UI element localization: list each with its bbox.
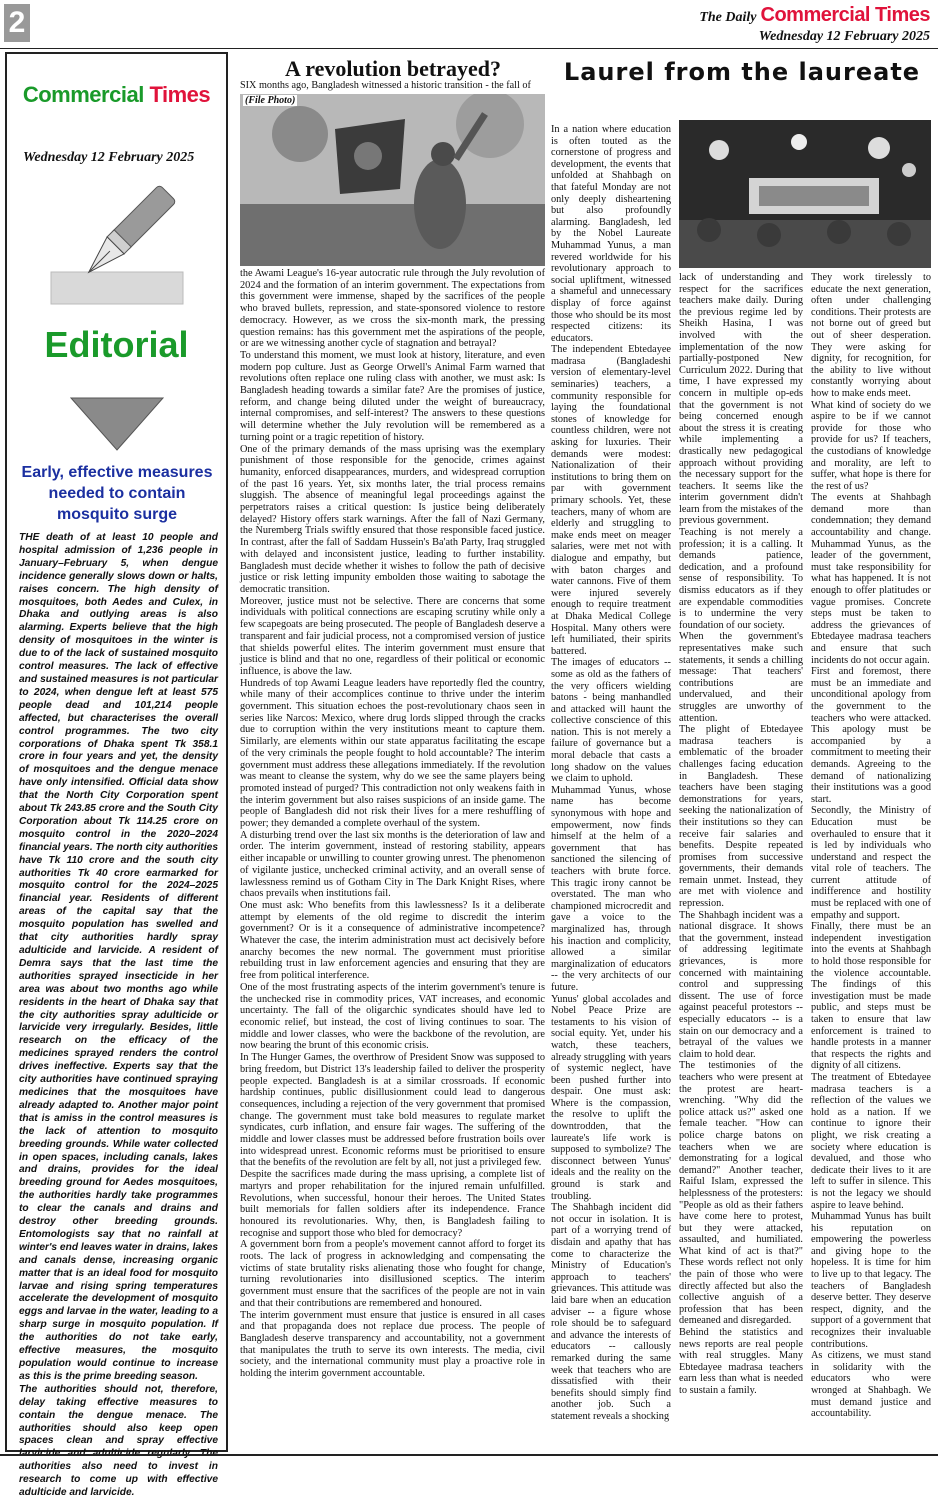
logo-word-2: Times	[149, 82, 211, 107]
article1-headline: A revolution betrayed?	[285, 56, 501, 81]
editorial-body: THE death of at least 10 people and hospital admission of 1,236 people in January–February 5, when dengue incidence generally slows down or halts, raises concern. The high density of mosquitoes, both Aedes and Culex, in Dhaka and outlying areas is also alarming. Experts believe that the high density of mosquitoes in the winter is due to of the lack of sustained mosquito control measures. The lack of effective and sustained measures is not particular to 2024, when dengue left at least 575 people dead and 101,214 people affected, but characterises the overall control programmes. The two city corporations of Dhaka spent Tk 358.1 crore in four years and yet, the density of mosquitoes and the dengue menace have only intensified. Official data show that the North City Corporation spent about Tk 243.85 crore and the South City Corporation about Tk 114.25 crore on mosquito control in the 2020–2024 financial years. The north city authorities have Tk 110 crore and the south city authorities Tk 40 crore earmarked for mosquito control for the 2024–2025 financial year. Residents of different areas of the capital say that the mosquito population has swelled and that city authorities hardly spray adulticide and larvicide. A resident of Demra says that the last time the authorities sprayed insecticide in her area was about two months ago while residents in the heart of Dhaka say that the city authorities spray adulticide or larvicide very irregularly. Besides, little research on the efficacy of the medicines sprayed renders the control drives ineffective. Experts say that the city authorities have continued spraying medicines that the mosquitoes have already adapted to. Another major point that is amiss in the control measures is the lack of attention to mosquito breeding grounds. While water collected in open spaces, including canals, lakes and drains, provides for the ideal breeding ground for Aedes mosquitoes, the authorities hardly take programmes to clear the canals and drains and destroy other breeding grounds. Entomologists say that no rainfall at winter's end leaves water in drains, lakes and canals dense, increasing organic matter that is an ideal food for mosquito larvae and rising spring temperatures accelerate the development of mosquito eggs and larvae in the water, leading to a sharp surge in mosquito population. If the authorities do not take early, effective measures, the mosquito population would continue to increase as this is the prime breeding season. The authorities should not, therefore, delay taking effective measures to contain the dengue menace. The authorities should also keep open spaces clean and spray effective authorities also need to invest in research to come up with effective adulticide and larvicide.	[19, 532, 218, 1499]
article2-headline: Laurel from the laureate	[563, 58, 921, 86]
article2-column-3: They work tirelessly to educate the next generation, often under challenging conditions. Their protests are not borne out of greed but out of sheer desperation. They were asking for dignity, for recognition, for the ability to live without constantly worrying about how to make ends meet. What kind of society do we aspire to be if we cannot provide for those who provide for us? If teachers, the custodians of knowledge and morality, are left to suffer, what hope is there for the rest of us? The events at Shahbagh demand more than condemnation; they demand accountability and change. Muhammad Yunus, as the leader of the government, must take responsibility for what has happened. It is not enough to offer platitudes or vague promises. Concrete steps must be taken to address the grievances of Ebtedayee madrasa teachers and ensure that such incidents do not occur again. First and foremost, there must be an immediate and unconditional apology from the government to the teachers who were attacked. This apology must be accompanied by a commitment to meeting their demands. Agreeing to the demand of nationalizing their institutions was a good start. Secondly, the Ministry of Education must be overhauled to ensure that it is led by individuals who understand and respect the vital role of teachers. The current attitude of indifference and hostility must be replaced with one of empathy and support. Finally, there must be an independent investigation into the events at Shahbagh to hold those responsible for the violence accountable. The findings of this investigation must be made public, and steps must be taken to ensure that law enforcement is trained to handle protests in a manner that respects the rights and dignity of all citizens. The treatment of Ebtedayee madrasa teachers is a reflection of the values we hold as a nation. If we continue to ignore their plight, we risk creating a society where education is devalued, and those who dedicate their lives to it are left to suffer in silence. This is not the legacy we should aspire to leave behind. Muhammad Yunus has built his reputation on empowering the powerless and giving hope to the hopeless. It is time for him to live up to that legacy. The teachers of Bangladesh deserve better. They deserve respect, dignity, and the support of a government that recognizes their invaluable contributions. As citizens, we must stand in solidarity with the educators who were wronged at Shahbagh. We must demand justice and accountability.	[811, 272, 931, 1420]
article2-column-1: In a nation where education is often touted as the cornerstone of progress and development, the events that unfolded at Shahbagh on that fateful Monday are not only deeply disheartening but also profoundly alarming. Bangladesh, led by the Nobel Laureate Muhammad Yunus, a man revered worldwide for his revolutionary approach to social upliftment, witnessed a shameful and unnecessary display of force against those who should be its most respected citizens: its educators. The independent Ebtedayee madrasa (Bangladeshi version of elementary-level seminaries) teachers, a community responsible for laying the foundational stones of knowledge for countless children, were not asking for luxuries. Their demands were modest: Nationalization of their institutions to bring them on par with government primary schools. Yet, these teachers, many of whom are elderly and struggling to make ends meet on meager salaries, were met not with dialogue and empathy, but with baton charges and water cannons. Five of them were injured severely enough to require treatment at Dhaka Medical College Hospital. Many others were left humiliated, their spirits battered. The images of educators -- some as old as the fathers of the very officers wielding batons - being manhandled and attacked will haunt the collective conscience of this nation. This is not merely a failure of governance but a moral debacle that casts a long shadow on the values we claim to uphold. Muhammad Yunus, whose name has become synonymous with hope and empowerment, now finds himself at the helm of a government that has sanctioned the silencing of teachers with brute force. This tragic irony cannot be overstated. The man who championed microcredit and gave a voice to the marginalized has, through his inaction and complicity, allowed a similar marginalization of educators -- the very architects of our future. Yunus' global accolades and Nobel Peace Prize are testaments to his vision of social equity. Yet, under his watch, these teachers, already struggling with years of systemic neglect, have been pushed further into despair. One must ask: Where is the compassion, the resolve to uplift the downtrodden, that the laureate's life work is supposed to symbolize? The disconnect between Yunus' ideals and the reality on the ground is stark and troubling. The Shahbagh incident did not occur in isolation. It is part of a worrying trend of disdain and apathy that has come to characterize the Ministry of Education's approach to teachers' grievances. This attitude was laid bare when an education adviser -- a figure whose role should be to safeguard and advance the interests of educators -- callously remarked during the same week that teachers who are dissatisfied with their benefits should simply find another job. Such a statement reveals a shocking	[551, 124, 671, 1422]
editorial-date: Wednesday 12 February 2025	[23, 150, 195, 165]
article2-column-2: lack of understanding and respect for the sacrifices teachers make daily. During the previous regime led by Sheikh Hasina, I was involved with the implementation of the now partially-postponed New Curriculum 2022. During that time, I have expressed my concern in multiple op-eds that the government is not being concerned enough about the stress it is creating while implementing a drastically new pedagogical approach without providing the necessary support for the teachers. It seems like the interim government didn't learn from the mistakes of the previous government. Teaching is not merely a profession; it is a calling. It demands patience, dedication, and a profound sense of responsibility. To dismiss educators as if they are expendable commodities is to undermine the very foundation of our society. When the government's representatives make such statements, it sends a chilling message: That teachers' contributions are undervalued, and their struggles are unworthy of attention. The plight of Ebtedayee madrasa teachers is emblematic of the broader challenges facing education in Bangladesh. These teachers have been staging demonstrations for years, seeking the nationalization of their institutions so they can receive fair salaries and benefits. Despite repeated promises from successive governments, their demands remain unmet. Instead, they are met with violence and repression. The Shahbagh incident was a national disgrace. It shows that the government, instead of addressing legitimate grievances, is more concerned with maintaining control and suppressing dissent. The use of force against peaceful protestors -- especially educators -- is a stain on our democracy and a betrayal of the values we claim to hold dear. The testimonies of the teachers who were present at the protest are heart-wrenching. "Why did the police attack us?" asked one female teacher. "How can police charge batons on teachers when we are demonstrating for a logical demand?" Another teacher, Raiful Islam, expressed the helplessness of the protesters: "People as old as their fathers have come here to protest, but they were attacked, assaulted, and humiliated. What kind of act is that?" These words reflect not only the pain of those who were directly affected but also the collective anguish of a profession that has been demeaned and disregarded. Behind the statistics and news reports are real people with real struggles. Many Ebtedayee madrasa teachers earn less than what is needed to sustain a family.	[679, 272, 803, 1396]
masthead-name: Commercial Times	[760, 4, 930, 26]
article1-lead: SIX months ago, Bangladesh witnessed a historic transition - the fall of	[240, 80, 531, 91]
editorial-title: Editorial	[44, 324, 189, 365]
header-rule	[0, 48, 938, 49]
page-number: 2	[4, 4, 30, 42]
editorial-headline: Early, effective measures needed to contain mosquito surge	[21, 464, 213, 523]
masthead	[699, 4, 930, 45]
editorial-logo	[7, 82, 226, 108]
logo-word-1: Commercial	[22, 82, 144, 107]
fountain-pen-icon	[47, 184, 187, 319]
article1-body: the Awami League's 16-year autocratic rule through the July revolution of 2024 and the formation of an interim government. The expectations from this government were immense, shaped by the sacrifices of the people who braved bullets, repression, and state-sponsored violence to restore democracy. However, as we cross the six-month mark, the pressing question remains: has this government met the aspirations of the people, or are we witnessing another cycle of stagnation and betrayal? To understand this moment, we must look at history, literature, and even modern pop culture. Just as George Orwell's Animal Farm warned that revolutions often replace one ruling class with another, we must ask: Is Bangladesh heading towards a similar fate? Are the promises of justice, reform, and change being diluted under the weight of bureaucracy, internal compromises, and self-interest? The answers to these questions will determine whether the July revolution will be remembered as a turning point or a tragic repetition of history. One of the primary demands of the mass uprising was the exemplary punishment of those responsible for the genocide, crimes against humanity, enforced disappearances, murders, and widespread corruption of the past 16 years. Yet, six months later, the trial process remains sluggish. The absence of meaningful legal proceedings against the perpetrators raises a critical question: Is justice being deliberately delayed? History offers stark warnings. After the fall of Nazi Germany, the Nuremberg Trials swiftly ensured that those responsible faced justice. In contrast, after the fall of Saddam Hussein's Ba'ath Party, Iraq struggled with delayed and inconsistent justice, leading to further instability. Bangladesh must decide whether it wishes to follow the path of decisive justice or risk letting impunity embolden those waiting to sabotage the democratic transition. Moreover, justice must not be selective. There are concerns that some individuals with political connections are escaping scrutiny while only a few scapegoats are being prosecuted. The people of Bangladesh deserve a transparent and fair judicial process, not a compromised version of justice that shields powerful elites. The interim government must ensure that justice is blind and that no one, regardless of their political or economic influence, is above the law. Hundreds of top Awami League leaders have reportedly fled the country, while many of their accomplices continue to thrive under the interim government. This situation echoes the post-revolutionary chaos seen in series like Narcos: Mexico, where drug lords slipped through the cracks due to corruption within the very institutions meant to capture them. Similarly, are elements within our state apparatus facilitating the escape of the very criminals the people fought to hold accountable? The interim government must address these allegations immediately. If the revolution was meant to cleanse the system, why do we see the same players being promoted instead of purged? This contradiction not only weakens faith in the interim government but also raises suspicions of an inside game. The people of Bangladesh did not risk their lives for a mere reshuffling of power; they demanded a complete overhaul of the system. A disturbing trend over the last six months is the deterioration of law and order. The interim government, instead of restoring stability, appears either incapable or unwilling to counter growing unrest. The phenomenon of vigilante justice, unchecked criminal activity, and an overall sense of lawlessness remind us of Gotham City in The Dark Knight Rises, where chaos prevails when institutions fail. One must ask: Who benefits from this lawlessness? Is it a deliberate attempt by elements of the old regime to discredit the interim government? Or is it a consequence of administrative incompetence? Whatever the case, the interim administration must act decisively before anarchy becomes the new normal. The government must prioritise rebuilding trust in law enforcement agencies and ensuring that they are free from political interference. One of the most frustrating aspects of the interim government's tenure is the unchecked rise in commodity prices, VAT increases, and economic uncertainty. The fall of the oligarchic syndicates should have led to economic relief, but instead, the cost of living continues to soar. The middle and lower classes, who were the backbone of the revolution, are now bearing the brunt of this economic crisis. In The Hunger Games, the overthrow of President Snow was supposed to bring freedom, but District 13's leadership failed to deliver the prosperity people expected. Bangladesh is at a similar crossroads. If economic hardship continues, public disillusionment could lead to dangerous consequences, including a rejection of the very government that promised change. The government must take bold measures to regulate market syndicates, curb inflation, and ensure fair wages. The suffering of the middle and lower classes must be addressed before frustration boils over into widespread unrest. Economic reforms must be prioritised to ensure that the benefits of the revolution are felt by all, not just a privileged few. Despite the sacrifices made during the mass uprising, a complete list of martyrs and proper rehabilitation for the injured remain unfulfilled. Revolutions, when successful, honour their heroes. The United States built memorials for fallen soldiers after its independence. France honoured its revolutionaries. Why, then, is Bangladesh failing to recognise and support those who bled for democracy? A government born from a people's movement cannot afford to forget its roots. The lack of progress in acknowledging and compensating the victims of state brutality risks alienating those who fought for change, turning revolutionaries into disillusioned sceptics. The interim government must ensure that the sacrifices of the people are not in vain and that their contributions are remembered and honoured. The interim government must ensure that justice is ensured in all cases and that propaganda does not replace due process. The people of Bangladesh deserve transparency and accountability, not a government that manipulates the truth to serve its own interests. The media, civil society, and the international community must play a proactive role in holding the interim government accountable.	[240, 268, 545, 1380]
down-arrow-icon	[67, 394, 167, 454]
masthead-daily: The Daily	[699, 10, 757, 25]
editorial-box	[5, 52, 228, 1499]
masthead-date: Wednesday 12 February 2025	[758, 29, 930, 44]
protest-photo-2	[679, 120, 931, 268]
protest-photo-1	[240, 94, 545, 266]
photo-caption: (File Photo)	[245, 95, 296, 106]
footer-rule	[0, 1454, 938, 1456]
